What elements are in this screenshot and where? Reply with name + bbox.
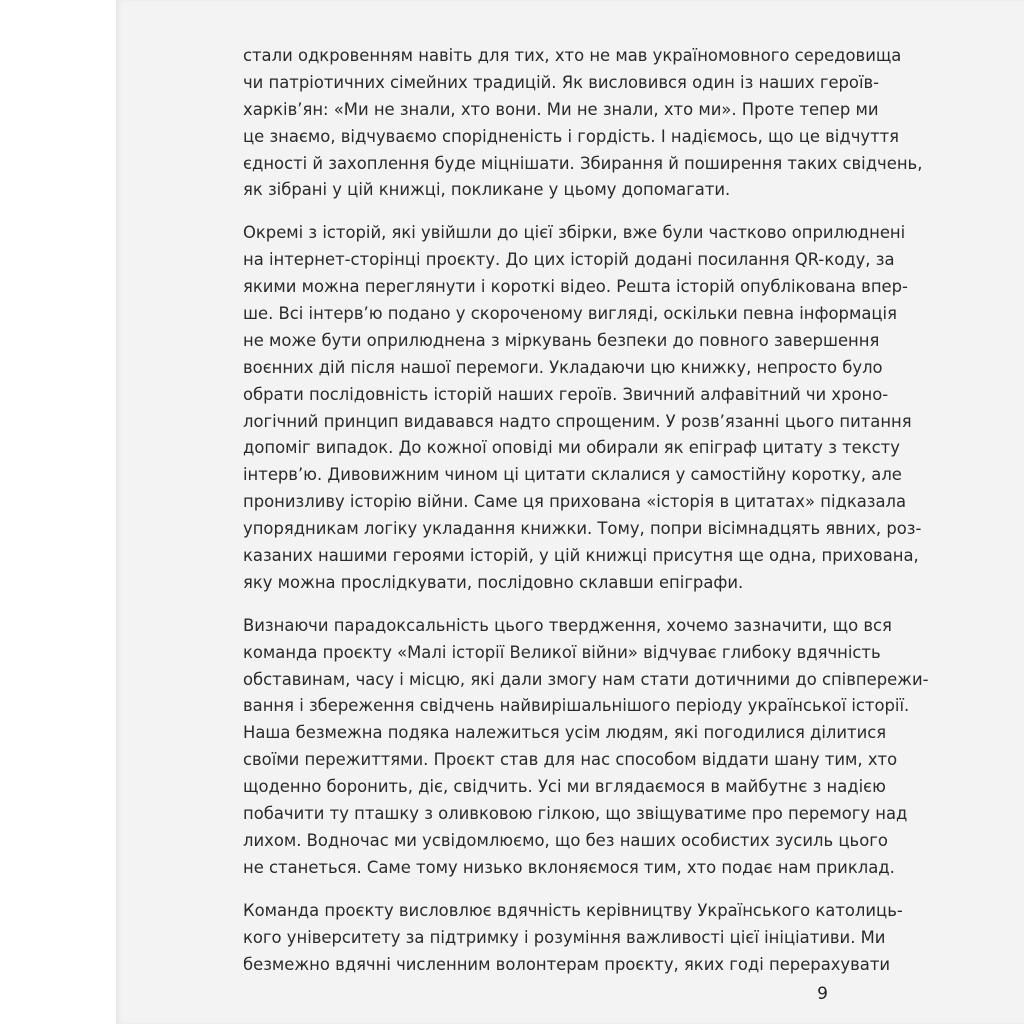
text-line: логічний принцип видавався надто спрощеним. У розв’язанні цього питання [243,411,912,431]
paragraph-3 [243,613,929,882]
paragraph-1 [243,43,923,204]
text-line: на інтернет-сторінці проєкту. До цих історій додані посилання QR-коду, за [243,250,895,270]
text-line: яку можна прослідкувати, послідовно склавши епіграфи. [243,572,744,592]
text-line: стали одкровенням навіть для тих, хто не мав україномовного середовища [243,46,902,65]
text-line: кого університету за підтримку і розуміння важливості цієї ініціативи. Ми [243,927,886,947]
body-text [243,43,929,994]
text-line: як зібрані у цій книжці, покликане у цьому допомагати. [243,180,731,200]
text-line: допоміг випадок. До кожної оповіді ми обирали як епіграф цитату з тексту [243,438,900,458]
text-line: обрати послідовність історій наших героїв. Звичний алфавітний чи хроно- [243,384,889,404]
text-line: Визнаючи парадоксальність цього твердження, хочемо зазначити, що вся [243,615,892,635]
text-line: Команда проєкту висловлює вдячність керівництву Українського католиць- [243,900,903,920]
text-line: єдності й захоплення буде міцнішати. Збирання й поширення таких свідчень, [243,153,923,173]
page-number: 9 [817,984,828,1004]
text-line: упорядникам логіку укладання книжки. Тому, попри вісімнадцять явних, роз- [243,519,922,539]
text-line: харків’ян: «Ми не знали, хто вони. Ми не знали, хто ми». Проте тепер ми [243,99,879,119]
text-line: безмежно вдячні численним волонтерам проєкту, яких годі перерахувати [243,954,891,974]
text-line: не станеться. Саме тому низько вклоняємося тим, хто подає нам приклад. [243,857,895,877]
text-line: це знаємо, відчуваємо спорідненість і гордість. І надіємось, що це відчуття [243,126,900,146]
text-line: вання і збереження свідчень найвирішальнішого періоду української історії. [243,696,910,716]
text-line: казаних нашими героями історій, у цій книжці присутня ще одна, прихована, [243,546,919,566]
text-line: чи патріотичних сімейних традицій. Як висловився один із наших героїв- [243,72,880,92]
text-line: щоденно боронить, діє, свідчить. Усі ми вглядаємося в майбутнє з надією [243,777,886,797]
text-line: Окремі з історій, які увійшли до цієї збірки, вже були частково оприлюднені [243,223,906,243]
paragraph-2 [243,220,922,596]
text-line: не може бути оприлюднена з міркувань безпеки до повного завершення [243,330,880,350]
paragraph-4 [243,898,903,979]
text-line: пронизливу історію війни. Саме ця прихована «історія в цитатах» підказала [243,492,907,512]
text-line: лихом. Водночас ми усвідомлюємо, що без наших особистих зусиль цього [243,830,888,850]
text-line: воєнних дій після нашої перемоги. Укладаючи цю книжку, непросто було [243,357,883,377]
text-line: якими можна переглянути і короткі відео. Решта історій опублікована впер- [243,277,908,297]
text-line: інтерв’ю. Дивовижним чином ці цитати склалися у самостійну коротку, але [243,465,902,485]
text-line: побачити ту пташку з оливковою гілкою, що звіщуватиме про перемогу над [243,804,908,824]
text-line: команда проєкту «Малі історії Великої війни» відчуває глибоку вдячність [243,642,881,662]
text-line: обставинам, часу і місцю, які дали змогу нам стати дотичними до співпережи- [243,669,929,689]
text-line: ше. Всі інтерв’ю подано у скороченому вигляді, оскільки певна інформація [243,304,897,324]
text-line: своїми пережиттями. Проєкт став для нас способом віддати шану тим, хто [243,750,898,770]
text-line: Наша безмежна подяка належиться усім людям, які погодилися ділитися [243,723,887,743]
